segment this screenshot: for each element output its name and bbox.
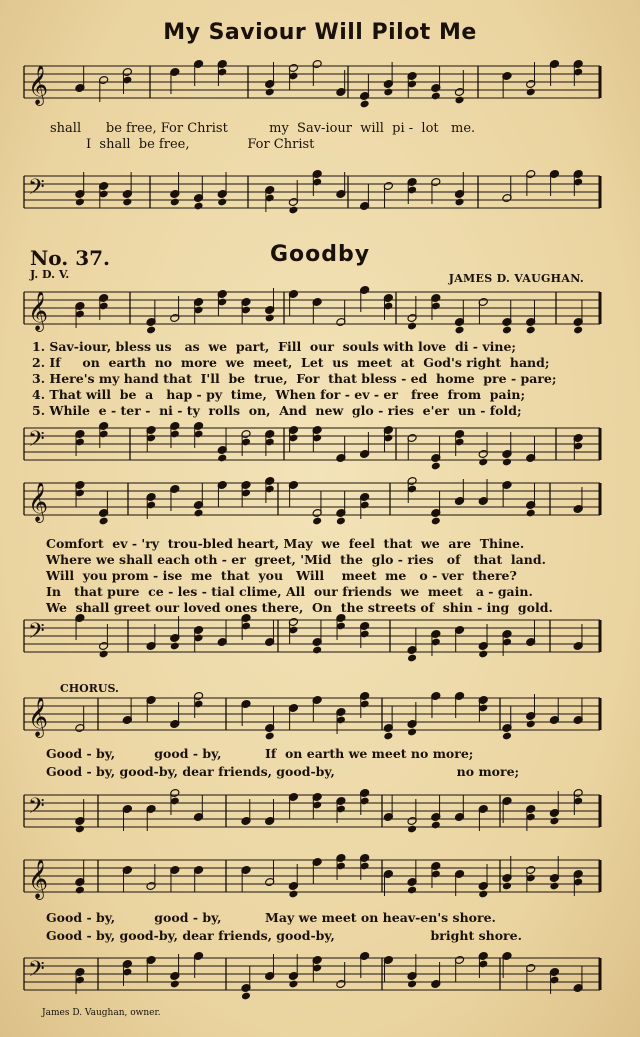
top-piece-title: My Saviour Will Pilot Me <box>163 20 477 45</box>
bar-lines <box>24 66 600 990</box>
chorus-2-line-1: Good - by, good - by, May we meet on heav-en's shore. <box>46 910 496 925</box>
copyright-footer: James D. Vaughan, owner. <box>42 1008 161 1018</box>
composer-name: JAMES D. VAUGHAN. <box>448 272 584 285</box>
svg-text:𝄞: 𝄞 <box>28 482 49 522</box>
hymn-title: Goodby <box>269 242 371 267</box>
hymn-number: No. 37. <box>30 246 110 270</box>
svg-text:𝄞: 𝄞 <box>28 291 49 331</box>
chorus-1-line-2: Good - by, good-by, dear friends, good-by, no more; <box>46 764 520 779</box>
note-heads <box>75 60 583 1001</box>
verse-3-line-2: Will you prom - ise me that you Will meet me o - ver there? <box>46 568 517 583</box>
author-initials: J. D. V. <box>30 268 70 281</box>
svg-text:𝄞: 𝄞 <box>28 65 49 105</box>
verse-5-line-1: 5. While e - ter - ni - ty rolls on, And new glo - ries e'er un - fold; <box>32 403 522 418</box>
verse-3-line-1: 3. Here's my hand that I'll be true, For that bless - ed home pre - pare; <box>32 371 557 386</box>
verse-2-line-1: 2. If on earth no more we meet, Let us meet at God's right hand; <box>32 355 550 370</box>
svg-text:𝄢: 𝄢 <box>28 619 45 649</box>
chorus-2-line-2: Good - by, good-by, dear friends, good-by, bright shore. <box>46 928 522 943</box>
verse-1-line-1: 1. Sav-iour, bless us as we part, Fill our souls with love di - vine; <box>32 339 517 354</box>
verse-4-line-2: In that pure ce - les - tial clime, All our friends we meet a - gain. <box>46 584 533 599</box>
svg-text:𝄢: 𝄢 <box>28 957 45 987</box>
verse-2-line-2: Where we shall each oth - er greet, 'Mid the glo - ries of that land. <box>46 552 546 567</box>
svg-text:𝄞: 𝄞 <box>28 697 49 737</box>
verse-1-line-2: Comfort ev - 'ry trou-bled heart, May we feel that we are Thine. <box>46 536 525 551</box>
svg-text:𝄢: 𝄢 <box>28 175 45 205</box>
svg-text:𝄢: 𝄢 <box>28 794 45 824</box>
top-lyrics-line-1: shall be free, For Christ my Sav-iour will pi - lot me. <box>50 121 476 136</box>
svg-text:𝄢: 𝄢 <box>28 427 45 457</box>
svg-text:𝄞: 𝄞 <box>28 859 49 899</box>
chorus-1-line-1: Good - by, good - by, If on earth we meet no more; <box>46 746 474 761</box>
verse-4-line-1: 4. That will be a hap - py time, When for - ev - er free from pain; <box>32 387 526 402</box>
clefs <box>28 65 48 987</box>
verse-5-line-2: We shall greet our loved ones there, On the streets of shin - ing gold. <box>46 600 553 615</box>
chorus-label: CHORUS. <box>60 682 119 695</box>
staff-lines <box>24 66 600 990</box>
top-lyrics-line-2: I shall be free, For Christ <box>86 137 315 152</box>
